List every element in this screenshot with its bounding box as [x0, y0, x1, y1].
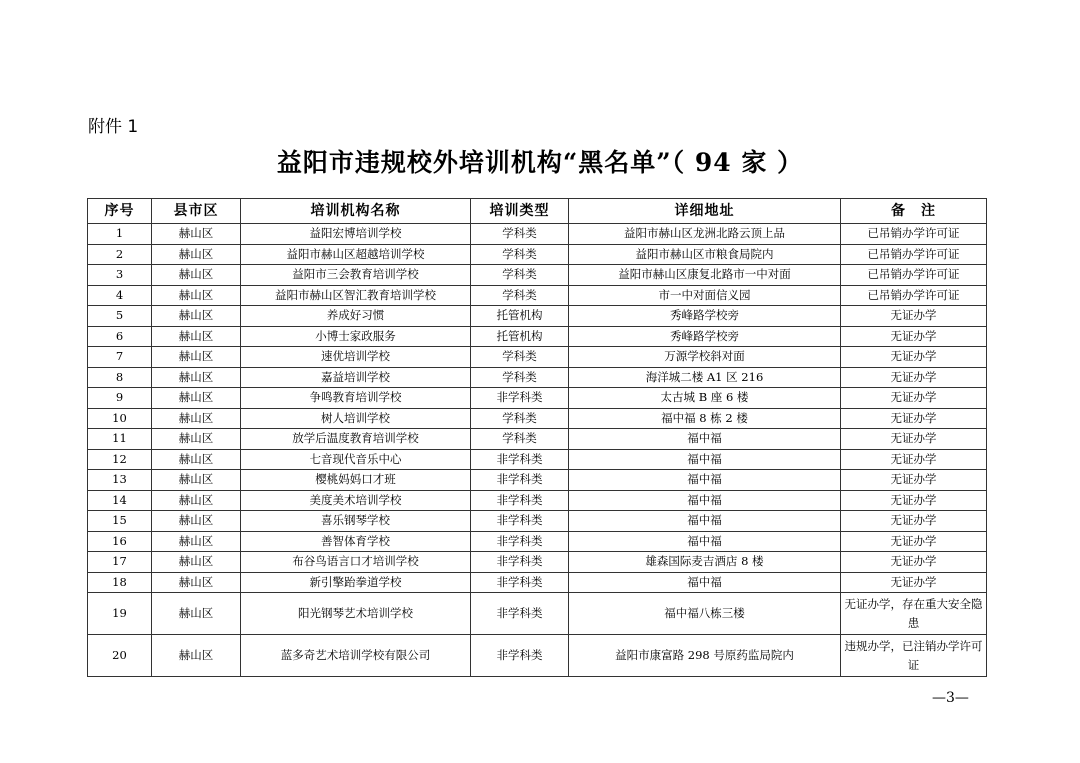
cell-address: 福中福 [569, 572, 841, 593]
cell-type: 非学科类 [471, 511, 569, 532]
cell-index: 8 [88, 367, 152, 388]
table-row [88, 265, 987, 286]
cell-address: 福中福 [569, 511, 841, 532]
document-title: 益阳市违规校外培训机构“黑名单”（ 94 家 ） [276, 148, 804, 177]
column-header-index: 序号 [88, 199, 152, 224]
table-row [88, 326, 987, 347]
cell-institution: 布谷鸟语言口才培训学校 [241, 552, 471, 573]
cell-remarks: 无证办学 [841, 388, 987, 409]
cell-address: 万源学校斜对面 [569, 347, 841, 368]
cell-address: 益阳市赫山区市粮食局院内 [569, 244, 841, 265]
cell-index: 9 [88, 388, 152, 409]
cell-institution: 新引擎跆拳道学校 [241, 572, 471, 593]
cell-address: 福中福 8 栋 2 楼 [569, 408, 841, 429]
cell-address: 福中福 [569, 470, 841, 491]
cell-type: 非学科类 [471, 470, 569, 491]
cell-remarks: 已吊销办学许可证 [841, 224, 987, 245]
table-row [88, 347, 987, 368]
column-header-type: 培训类型 [471, 199, 569, 224]
cell-institution: 喜乐钢琴学校 [241, 511, 471, 532]
cell-address: 福中福 [569, 449, 841, 470]
table-header [88, 199, 987, 224]
cell-type: 托管机构 [471, 306, 569, 327]
cell-county: 赫山区 [152, 635, 241, 677]
cell-county: 赫山区 [152, 244, 241, 265]
cell-institution: 养成好习惯 [241, 306, 471, 327]
cell-index: 16 [88, 531, 152, 552]
cell-type: 非学科类 [471, 593, 569, 635]
table-row [88, 490, 987, 511]
cell-institution: 益阳市赫山区智汇教育培训学校 [241, 285, 471, 306]
cell-type: 学科类 [471, 408, 569, 429]
cell-type: 托管机构 [471, 326, 569, 347]
cell-type: 学科类 [471, 244, 569, 265]
cell-institution: 嘉益培训学校 [241, 367, 471, 388]
cell-institution: 益阳宏博培训学校 [241, 224, 471, 245]
cell-type: 非学科类 [471, 572, 569, 593]
cell-remarks: 违规办学，已注销办学许可证 [841, 635, 987, 677]
cell-index: 5 [88, 306, 152, 327]
cell-type: 学科类 [471, 429, 569, 450]
cell-type: 学科类 [471, 224, 569, 245]
cell-address: 秀峰路学校旁 [569, 306, 841, 327]
cell-type: 非学科类 [471, 490, 569, 511]
cell-remarks: 无证办学，存在重大安全隐患 [841, 593, 987, 635]
cell-index: 17 [88, 552, 152, 573]
table-row [88, 635, 987, 677]
cell-county: 赫山区 [152, 265, 241, 286]
table-row [88, 408, 987, 429]
cell-index: 7 [88, 347, 152, 368]
table-body [88, 224, 987, 677]
cell-institution: 益阳市赫山区超越培训学校 [241, 244, 471, 265]
table-row [88, 367, 987, 388]
cell-address: 益阳市康富路 298 号原药监局院内 [569, 635, 841, 677]
cell-institution: 蓝多奇艺术培训学校有限公司 [241, 635, 471, 677]
cell-county: 赫山区 [152, 490, 241, 511]
cell-remarks: 无证办学 [841, 449, 987, 470]
cell-index: 20 [88, 635, 152, 677]
column-header-remarks: 备 注 [841, 199, 987, 224]
cell-institution: 小博士家政服务 [241, 326, 471, 347]
cell-county: 赫山区 [152, 285, 241, 306]
cell-index: 12 [88, 449, 152, 470]
cell-index: 19 [88, 593, 152, 635]
cell-type: 非学科类 [471, 635, 569, 677]
cell-index: 13 [88, 470, 152, 491]
cell-county: 赫山区 [152, 306, 241, 327]
table-row [88, 552, 987, 573]
cell-county: 赫山区 [152, 408, 241, 429]
cell-address: 益阳市赫山区龙洲北路云顶上品 [569, 224, 841, 245]
cell-remarks: 无证办学 [841, 347, 987, 368]
cell-county: 赫山区 [152, 572, 241, 593]
column-header-county: 县市区 [152, 199, 241, 224]
cell-county: 赫山区 [152, 388, 241, 409]
cell-remarks: 已吊销办学许可证 [841, 244, 987, 265]
cell-remarks: 无证办学 [841, 306, 987, 327]
cell-remarks: 无证办学 [841, 408, 987, 429]
cell-institution: 善智体育学校 [241, 531, 471, 552]
cell-remarks: 无证办学 [841, 326, 987, 347]
cell-index: 11 [88, 429, 152, 450]
table-row [88, 449, 987, 470]
cell-type: 非学科类 [471, 388, 569, 409]
cell-remarks: 无证办学 [841, 470, 987, 491]
cell-institution: 益阳市三会教育培训学校 [241, 265, 471, 286]
attachment-label: 附件 1 [88, 117, 139, 137]
column-header-address: 详细地址 [569, 199, 841, 224]
cell-address: 海洋城二楼 A1 区 216 [569, 367, 841, 388]
table-row [88, 593, 987, 635]
page-number: —3— [932, 690, 969, 706]
cell-index: 10 [88, 408, 152, 429]
cell-type: 非学科类 [471, 449, 569, 470]
cell-index: 18 [88, 572, 152, 593]
cell-institution: 七音现代音乐中心 [241, 449, 471, 470]
cell-county: 赫山区 [152, 593, 241, 635]
table-row [88, 429, 987, 450]
cell-institution: 樱桃妈妈口才班 [241, 470, 471, 491]
cell-remarks: 无证办学 [841, 552, 987, 573]
cell-remarks: 无证办学 [841, 490, 987, 511]
cell-type: 学科类 [471, 265, 569, 286]
cell-remarks: 无证办学 [841, 511, 987, 532]
cell-address: 雄森国际麦吉酒店 8 楼 [569, 552, 841, 573]
cell-county: 赫山区 [152, 224, 241, 245]
table-row [88, 306, 987, 327]
cell-county: 赫山区 [152, 470, 241, 491]
cell-index: 3 [88, 265, 152, 286]
cell-institution: 阳光钢琴艺术培训学校 [241, 593, 471, 635]
cell-county: 赫山区 [152, 552, 241, 573]
cell-index: 14 [88, 490, 152, 511]
cell-index: 2 [88, 244, 152, 265]
cell-county: 赫山区 [152, 367, 241, 388]
cell-remarks: 已吊销办学许可证 [841, 265, 987, 286]
cell-address: 秀峰路学校旁 [569, 326, 841, 347]
cell-county: 赫山区 [152, 347, 241, 368]
cell-institution: 速优培训学校 [241, 347, 471, 368]
cell-county: 赫山区 [152, 429, 241, 450]
cell-institution: 放学后温度教育培训学校 [241, 429, 471, 450]
cell-address: 福中福 [569, 490, 841, 511]
cell-address: 益阳市赫山区康复北路市一中对面 [569, 265, 841, 286]
cell-remarks: 无证办学 [841, 429, 987, 450]
header-row [88, 199, 987, 224]
cell-type: 学科类 [471, 367, 569, 388]
table-row [88, 224, 987, 245]
cell-address: 太古城 B 座 6 楼 [569, 388, 841, 409]
cell-address: 福中福八栋三楼 [569, 593, 841, 635]
cell-institution: 美度美术培训学校 [241, 490, 471, 511]
cell-remarks: 无证办学 [841, 572, 987, 593]
cell-county: 赫山区 [152, 326, 241, 347]
table-row [88, 244, 987, 265]
cell-address: 福中福 [569, 531, 841, 552]
cell-index: 1 [88, 224, 152, 245]
cell-county: 赫山区 [152, 449, 241, 470]
cell-address: 福中福 [569, 429, 841, 450]
cell-address: 市一中对面信义园 [569, 285, 841, 306]
cell-remarks: 已吊销办学许可证 [841, 285, 987, 306]
table-row [88, 470, 987, 491]
column-header-institution: 培训机构名称 [241, 199, 471, 224]
cell-type: 学科类 [471, 347, 569, 368]
cell-institution: 树人培训学校 [241, 408, 471, 429]
cell-county: 赫山区 [152, 531, 241, 552]
table-row [88, 511, 987, 532]
cell-remarks: 无证办学 [841, 367, 987, 388]
table-row [88, 388, 987, 409]
cell-county: 赫山区 [152, 511, 241, 532]
cell-remarks: 无证办学 [841, 531, 987, 552]
cell-institution: 争鸣教育培训学校 [241, 388, 471, 409]
cell-type: 非学科类 [471, 531, 569, 552]
table-row [88, 531, 987, 552]
cell-index: 6 [88, 326, 152, 347]
table-row [88, 572, 987, 593]
blacklist-table [87, 198, 987, 677]
cell-type: 非学科类 [471, 552, 569, 573]
cell-index: 15 [88, 511, 152, 532]
table-row [88, 285, 987, 306]
cell-index: 4 [88, 285, 152, 306]
cell-type: 学科类 [471, 285, 569, 306]
